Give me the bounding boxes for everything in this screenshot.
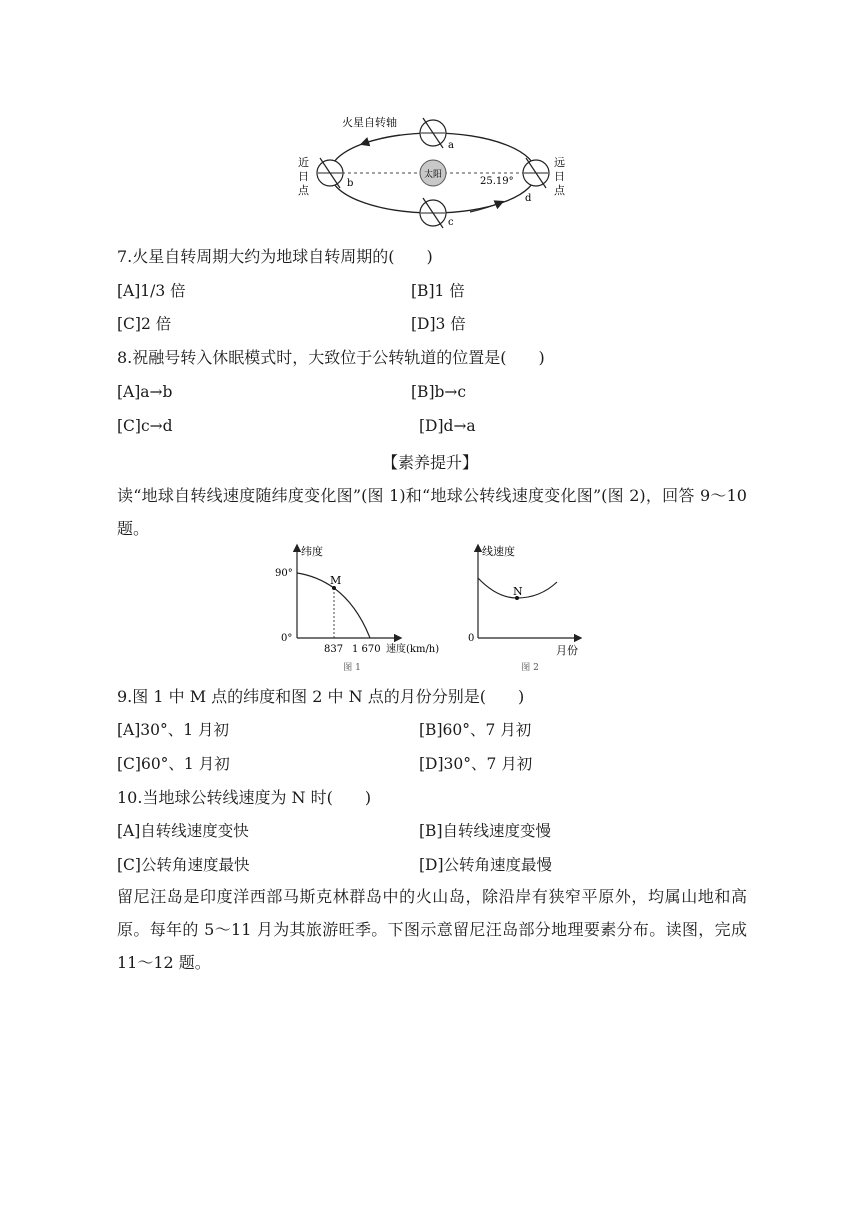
intro-11-12: 留尼汪岛是印度洋西部马斯克林群岛中的火山岛，除沿岸有狭窄平原外，均属山地和高原。每年的 5～11 月为其旅游旺季。下图示意留尼汪岛部分地理要素分布。读图，完成 11～12 题。 xyxy=(117,887,747,972)
fig1-caption: 图 1 xyxy=(343,663,361,673)
svg-text:c: c xyxy=(448,217,454,228)
perihelion-label xyxy=(298,156,310,197)
fig2-point-n-label: N xyxy=(513,585,523,598)
section-title: 【素养提升】 xyxy=(381,453,478,472)
q7-option-d[interactable]: [D]3 倍 xyxy=(411,315,466,333)
fig1-x-label: 速度(km/h) xyxy=(386,644,440,655)
mars-orbit-diagram xyxy=(290,108,580,234)
q9-option-a[interactable]: [A]30°、1 月初 xyxy=(117,721,230,739)
fig2-caption: 图 2 xyxy=(521,663,539,673)
orbit-direction-arrow-top xyxy=(362,135,400,144)
svg-text:日: 日 xyxy=(554,170,565,183)
q8-option-c[interactable]: [C]c→d xyxy=(117,417,173,435)
q9-option-d[interactable]: [D]30°、7 月初 xyxy=(419,755,533,773)
q9-option-b[interactable]: [B]60°、7 月初 xyxy=(419,721,532,739)
svg-text:远: 远 xyxy=(554,156,565,169)
figure-1-rotation-speed-chart xyxy=(272,540,462,675)
figure-2-revolution-speed-chart xyxy=(462,540,602,675)
axis-label: 火星自转轴 xyxy=(342,116,397,129)
fig1-y-bottom: 0° xyxy=(281,633,293,644)
svg-text:点: 点 xyxy=(554,184,565,197)
q7-option-b[interactable]: [B]1 倍 xyxy=(411,282,465,300)
sun-label: 太阳 xyxy=(423,170,443,180)
fig1-y-label: 纬度 xyxy=(301,545,323,558)
svg-text:近: 近 xyxy=(298,156,309,169)
svg-text:b: b xyxy=(347,178,354,189)
q8-option-d[interactable]: [D]d→a xyxy=(419,417,476,435)
q9-option-c[interactable]: [C]60°、1 月初 xyxy=(117,755,230,773)
aphelion-label xyxy=(554,156,566,197)
q10-option-b[interactable]: [B]自转线速度变慢 xyxy=(419,822,551,840)
q8-option-a[interactable]: [A]a→b xyxy=(117,383,173,401)
q10-stem: 10.当地球公转线速度为 N 时( ) xyxy=(117,788,372,807)
svg-text:a: a xyxy=(448,140,454,151)
q8-stem: 8.祝融号转入休眠模式时，大致位于公转轨道的位置是( ) xyxy=(117,348,545,367)
mars-position-a xyxy=(420,118,454,151)
fig1-x-tick-837: 837 xyxy=(324,644,344,655)
intro-9-10: 读“地球自转线速度随纬度变化图”(图 1)和“地球公转线速度变化图”(图 2)，回答 9～10 题。 xyxy=(117,486,747,538)
svg-text:日: 日 xyxy=(298,170,309,183)
q10-option-d[interactable]: [D]公转角速度最慢 xyxy=(419,856,553,874)
q7-option-c[interactable]: [C]2 倍 xyxy=(117,315,172,333)
fig2-origin: 0 xyxy=(468,633,475,644)
q8-option-b[interactable]: [B]b→c xyxy=(411,383,467,401)
svg-text:点: 点 xyxy=(298,184,309,197)
fig1-y-top: 90° xyxy=(275,568,293,579)
mars-position-b xyxy=(317,158,353,189)
fig2-x-label: 月份 xyxy=(556,644,578,657)
svg-text:d: d xyxy=(525,193,532,204)
fig2-y-label: 线速度 xyxy=(482,545,515,558)
fig1-point-m-label: M xyxy=(330,574,342,587)
q9-stem: 9.图 1 中 M 点的纬度和图 2 中 N 点的月份分别是( ) xyxy=(117,687,525,706)
fig1-x-tick-1670: 1 670 xyxy=(352,644,381,655)
q7-stem: 7.火星自转周期大约为地球自转周期的( ) xyxy=(117,247,433,266)
q7-option-a[interactable]: [A]1/3 倍 xyxy=(117,282,186,300)
svg-text:25.19°: 25.19° xyxy=(480,176,514,187)
q10-option-c[interactable]: [C]公转角速度最快 xyxy=(117,856,250,874)
q10-option-a[interactable]: [A]自转线速度变快 xyxy=(117,822,249,840)
